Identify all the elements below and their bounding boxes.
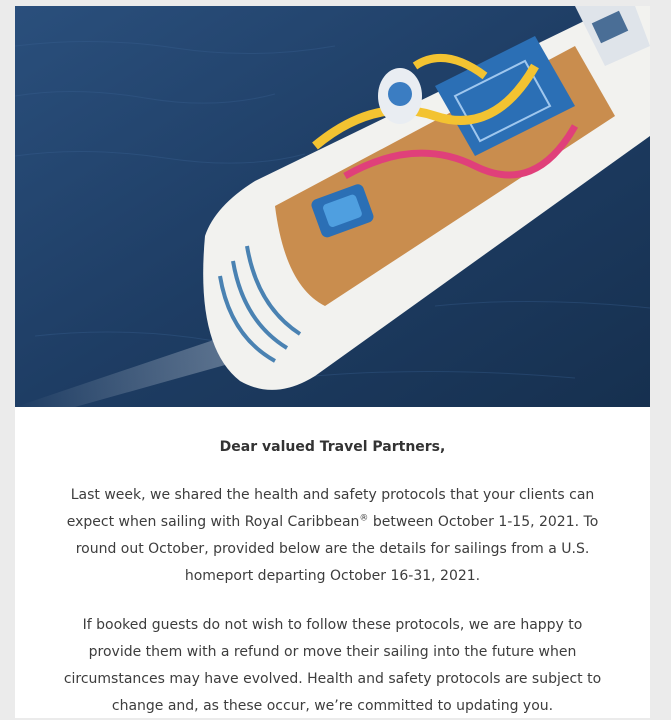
paragraph-text: Last week, we shared the health and safety protocols that your clients can expect when sailing with Royal Caribbean xyxy=(66,487,595,530)
hero-image xyxy=(15,6,650,407)
paragraph-text: between October 1-15, 2021. To round out October, provided below are the details for sailings from a U.S. homeport departing October 16-31, 2021. xyxy=(75,514,599,584)
registered-mark: ® xyxy=(359,513,369,524)
email-body xyxy=(15,6,650,718)
cruise-ship-aerial-photo-icon xyxy=(15,6,650,407)
greeting: Dear valued Travel Partners, xyxy=(219,439,446,455)
paragraph-refund-policy: If booked guests do not wish to follow these protocols, we are happy to provide them with a refund or move their sailing into the future when circumstances may have evolved. Health and safety protocols are subject to change and, as these occur, we’re committed to updating you. xyxy=(63,617,602,714)
paragraph-protocols-intro xyxy=(60,482,605,590)
